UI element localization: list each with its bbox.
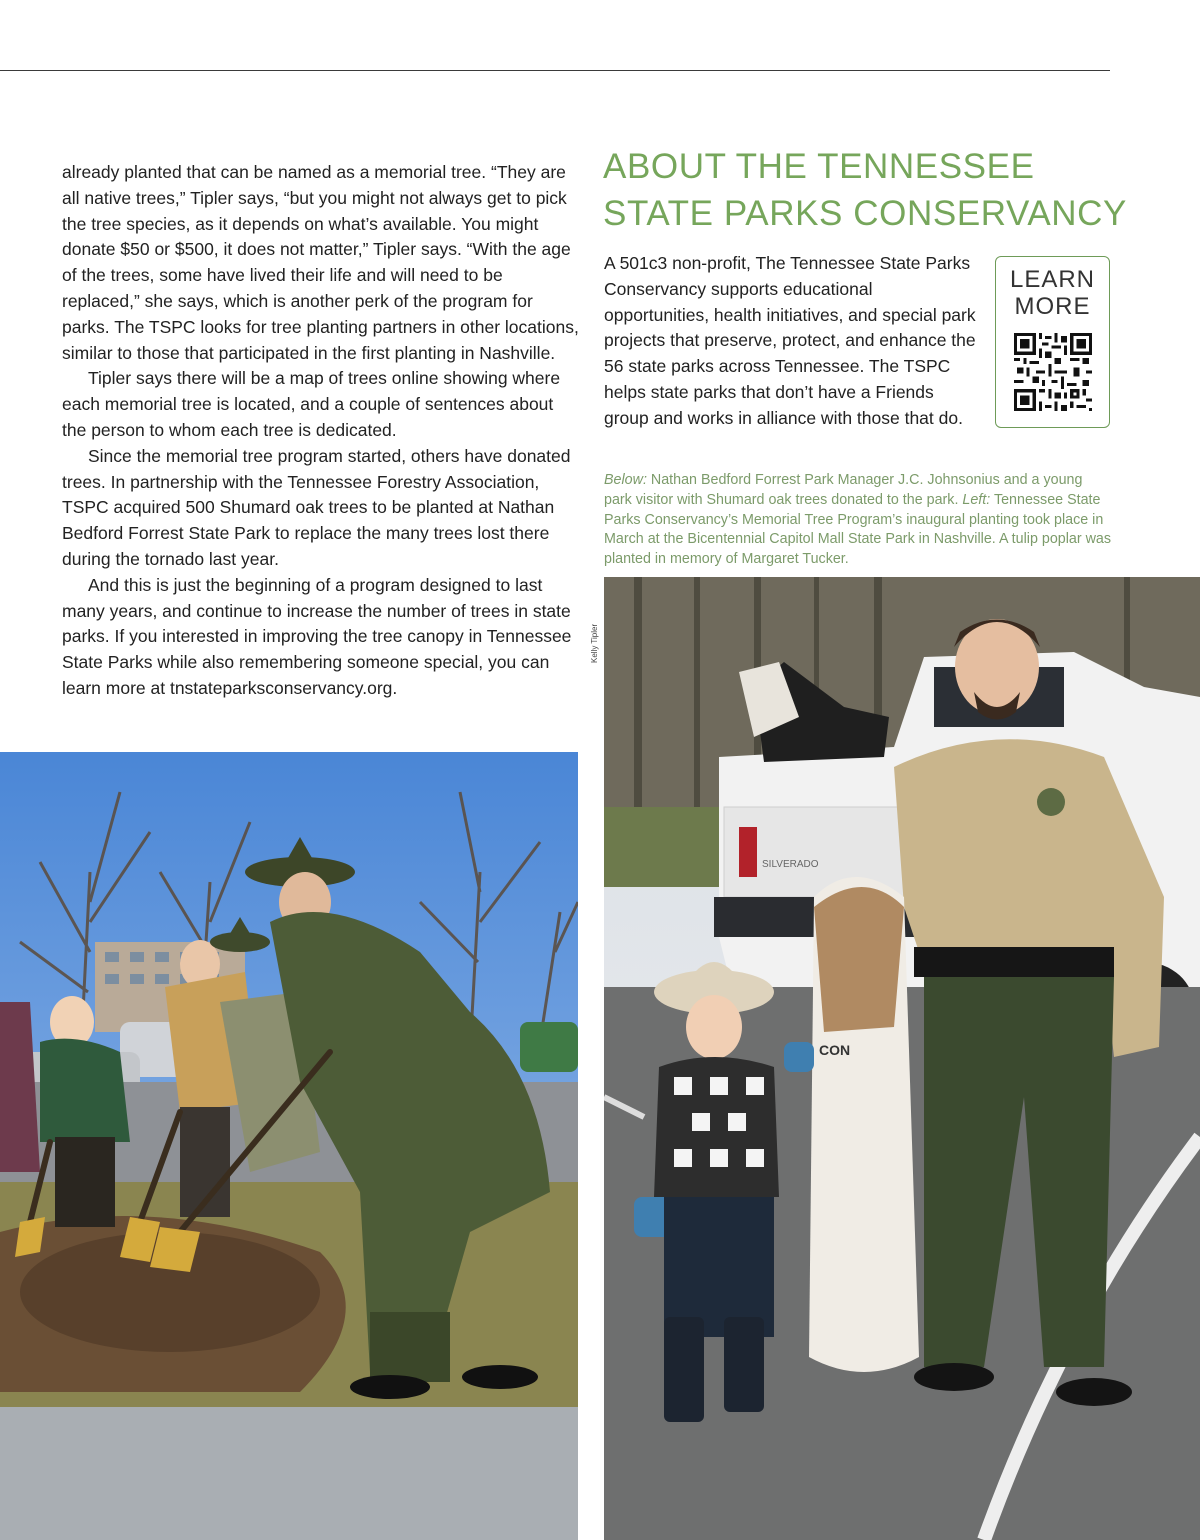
photo-park-manager-illustration bbox=[604, 577, 1200, 1540]
truck-badge: SILVERADO bbox=[762, 859, 819, 870]
photo-credit: Kelly Tipler bbox=[590, 623, 599, 663]
photo-tree-planting-illustration bbox=[0, 752, 578, 1540]
learn-more-line: MORE bbox=[1014, 293, 1091, 320]
sidebar-heading-line: ABOUT THE TENNESSEE bbox=[603, 147, 1035, 186]
learn-more-label bbox=[996, 266, 1109, 320]
article-body bbox=[62, 160, 582, 702]
header-rule bbox=[0, 70, 1110, 71]
article-paragraph: already planted that can be named as a memorial tree. “They are all native trees,” Tipler says, “but you might not always get to pick the tree species, as it depends on what’s available. You might donate $50 or $500, it does not matter,” Tipler says. “With the age of the trees, some have lived their life and will need to be replaced,” she says, which is another perk of the program for parks. The TSPC looks for tree planting partners in other locations, similar to those that participated in the first planting in Nashville. bbox=[62, 162, 579, 363]
bag-text: CON bbox=[819, 1042, 851, 1058]
photo-park-manager bbox=[604, 577, 1200, 1540]
sidebar-heading bbox=[603, 143, 1143, 237]
sidebar-heading-line: STATE PARKS CONSERVANCY bbox=[603, 194, 1127, 233]
article-paragraph: Tipler says there will be a map of trees online showing where each memorial tree is located, and a couple of sentences about the person to whom each tree is dedicated. bbox=[62, 368, 561, 440]
caption-label: Left: bbox=[962, 491, 991, 508]
article-paragraph: And this is just the beginning of a program designed to last many years, and continue to increase the number of trees in state parks. If you interested in improving the tree canopy in Tennessee State Parks while also remembering someone special, you can learn more at tnstateparksconservancy.org. bbox=[62, 574, 572, 698]
photo-caption bbox=[604, 471, 1114, 570]
photo-tree-planting bbox=[0, 752, 578, 1540]
article-paragraph: Since the memorial tree program started, others have donated trees. In partnership with the Tennessee Forestry Association, TSPC acquired 500 Shumard oak trees to be planted at Nathan Bedford Forrest State Park to replace the many trees lost there during the tornado last year. bbox=[62, 445, 571, 569]
sidebar-body: A 501c3 non-profit, The Tennessee State Parks Conservancy supports educational opportunities, health initiatives, and special park projects that preserve, protect, and enhance the 56 state parks across Tennessee. The TSPC helps state parks that don’t have a Friends group and works in alliance with those that do. bbox=[604, 253, 976, 428]
qr-code-icon[interactable] bbox=[1014, 333, 1092, 411]
learn-more-line: LEARN bbox=[1009, 266, 1096, 293]
learn-more-box[interactable] bbox=[995, 256, 1110, 428]
caption-text: Nathan Bedford Forrest Park Manager J.C. Johnsonius and a young park visitor with Shumard oak trees donated to the park. bbox=[604, 472, 1083, 508]
caption-label: Below: bbox=[604, 472, 647, 488]
caption-text: Tennessee State Parks Conservancy’s Memorial Tree Program’s inaugural planting took place in March at the Bicentennial Capitol Mall State Park in Nashville. A tulip poplar was planted in memory of Margaret Tucker. bbox=[604, 491, 1112, 568]
